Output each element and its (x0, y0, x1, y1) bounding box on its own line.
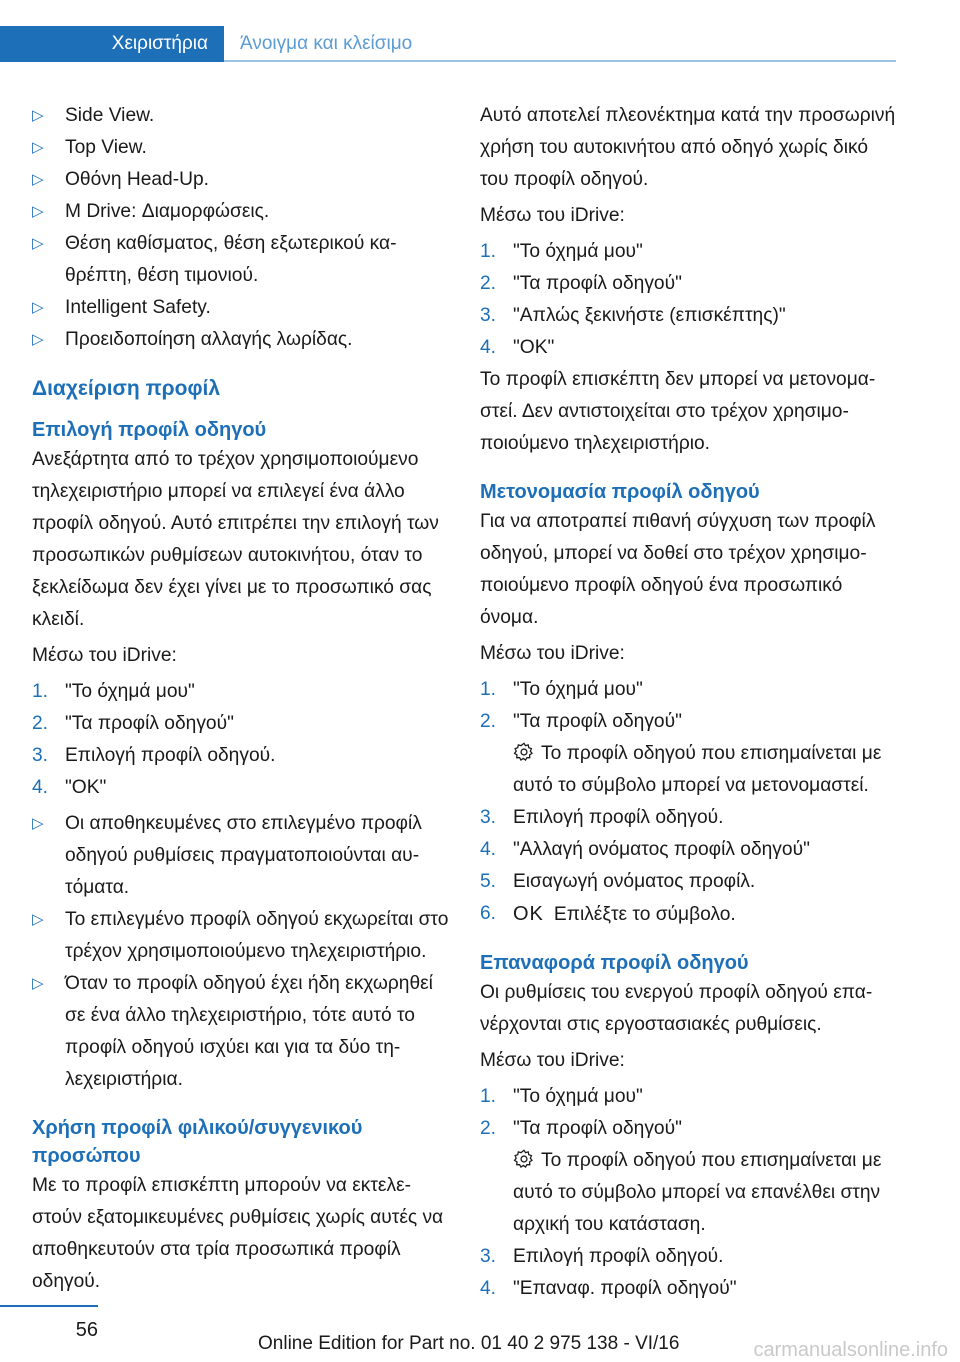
list-item (480, 1081, 896, 1113)
list-item (480, 706, 896, 738)
reset-symbol-note (480, 1145, 896, 1241)
step-text: Επιλογή προφίλ οδηγού. (513, 1246, 724, 1267)
edition-info: Online Edition for Part no. 01 40 2 975 138 - VI/16 (258, 1333, 680, 1354)
triangle-right-icon: ▷ (32, 975, 44, 992)
step-text: Επιλέξτε το σύμβολο. (553, 904, 736, 925)
bullet-list (32, 808, 450, 1096)
list-item (480, 898, 896, 931)
step-number: 2. (480, 711, 497, 732)
note-text: Το προφίλ οδηγού που επισημαίνεται με αυτό το σύμβολο μπορεί να μετονομαστεί. (513, 743, 882, 796)
triangle-right-icon: ▷ (32, 171, 44, 188)
triangle-right-icon: ▷ (32, 235, 44, 252)
step-text: "OK" (65, 777, 107, 798)
list-item (480, 834, 896, 866)
bullet-text: Θέση καθίσματος, θέση εξωτερικού καθρέπτη, θέση τιμονιού. (65, 233, 397, 286)
list-item (480, 802, 896, 834)
ok-symbol-icon: OK (513, 903, 544, 925)
left-column (32, 100, 450, 1298)
step-text: "Το όχημά μου" (513, 241, 643, 262)
list-item (32, 968, 450, 1096)
via-idrive-label: Μέσω του iDrive: (32, 645, 177, 666)
step-text: "Τα προφίλ οδηγού" (513, 711, 682, 732)
step-text: Επιλογή προφίλ οδηγού. (513, 807, 724, 828)
list-item (32, 708, 450, 740)
triangle-right-icon: ▷ (32, 815, 44, 832)
bullet-text: Οι αποθηκευμένες στο επιλεγμένο προφίλ οδηγού ρυθμίσεις πραγματοποιούνται αυτόματα. (65, 813, 422, 898)
step-text: "Το όχημά μου" (513, 1086, 643, 1107)
triangle-right-icon: ▷ (32, 331, 44, 348)
numbered-steps (32, 676, 450, 804)
bullet-text: Οθόνη Head-Up. (65, 169, 209, 190)
footer-rule (0, 1305, 98, 1307)
triangle-right-icon: ▷ (32, 299, 44, 316)
step-number: 4. (32, 777, 49, 798)
numbered-steps (480, 236, 896, 364)
heading-rename-profile: Μετονομασία προφίλ οδηγού (480, 481, 760, 503)
step-text: "Απλώς ξεκινήστε (επισκέπτης)" (513, 305, 786, 326)
list-item (32, 740, 450, 772)
list-item (32, 904, 450, 968)
triangle-right-icon: ▷ (32, 107, 44, 124)
header-chapter-tab: Άνοιγμα και κλείσιμο (240, 33, 413, 54)
guest-profile-note: Το προφίλ επισκέπτη δεν μπορεί να μετονομαστεί. Δεν αντιστοιχείται στο τρέχον χρησιμοποιούμενο τηλεχειριστήριο. (480, 369, 876, 454)
step-number: 1. (32, 681, 49, 702)
step-text: "Τα προφίλ οδηγού" (513, 1118, 682, 1139)
step-number: 4. (480, 1278, 497, 1299)
list-item (32, 164, 450, 196)
step-text: "Τα προφίλ οδηγού" (65, 713, 234, 734)
triangle-right-icon: ▷ (32, 139, 44, 156)
list-item (32, 808, 450, 904)
bullet-text: Top View. (65, 137, 147, 158)
step-text: "Το όχημά μου" (65, 681, 195, 702)
bullet-text: Το επιλεγμένο προφίλ οδηγού εκχωρείται στο τρέχον χρησιμοποιούμενο τηλεχειριστήριο. (65, 909, 449, 962)
numbered-steps (480, 802, 896, 898)
list-item (32, 228, 450, 292)
select-profile-paragraph: Ανεξάρτητα από το τρέχον χρησιμοποιούμενο τηλεχειριστήριο μπορεί να επιλεγεί ένα άλλο προφίλ οδηγού. Αυτό επιτρέπει την επιλογή των προσωπικών ρυθμίσεων αυτοκινήτου, όταν το ξεκλείδωμα δεν έχει γίνει με το προσωπικό σας κλειδί. (32, 449, 439, 630)
step-number: 3. (32, 745, 49, 766)
step-text: "Αλλαγή ονόματος προφίλ οδηγού" (513, 839, 810, 860)
bullet-text: Intelligent Safety. (65, 297, 211, 318)
triangle-right-icon: ▷ (32, 911, 44, 928)
list-item (32, 772, 450, 804)
via-idrive-label: Μέσω του iDrive: (480, 205, 625, 226)
list-item (32, 132, 450, 164)
list-item (480, 332, 896, 364)
note-text: Το προφίλ οδηγού που επισημαίνεται με αυτό το σύμβολο μπορεί να επανέλθει στην αρχική του κατάσταση. (513, 1150, 882, 1235)
numbered-steps (480, 674, 896, 738)
step-number: 1. (480, 1086, 497, 1107)
list-item (32, 324, 450, 356)
step-number: 2. (32, 713, 49, 734)
gear-icon (513, 741, 535, 763)
bullet-text: M Drive: Διαμορφώσεις. (65, 201, 270, 222)
list-item (32, 196, 450, 228)
list-item (480, 1241, 896, 1273)
step-text: "Το όχημά μου" (513, 679, 643, 700)
guest-profile-continuation: Αυτό αποτελεί πλεονέκτημα κατά την προσωρινή χρήση του αυτοκινήτου από οδηγό χωρίς δικό του προφίλ οδηγού. (480, 105, 896, 190)
rename-paragraph: Για να αποτραπεί πιθανή σύγχυση των προφίλ οδηγού, μπορεί να δοθεί στο τρέχον χρησιμοποιούμενο προφίλ οδηγού ένα προσωπικό όνομα. (480, 511, 876, 628)
heading-guest-profile: Χρήση προφίλ φιλικού/συγγενικού προσώπου (32, 1117, 363, 1167)
list-item (32, 292, 450, 324)
via-idrive-label: Μέσω του iDrive: (480, 643, 625, 664)
via-idrive-label: Μέσω του iDrive: (480, 1050, 625, 1071)
bullet-text: Side View. (65, 105, 155, 126)
bullet-text: Προειδοποίηση αλλαγής λωρίδας. (65, 329, 353, 350)
heading-reset-profile: Επαναφορά προφίλ οδηγού (480, 952, 749, 974)
reset-paragraph: Οι ρυθμίσεις του ενεργού προφίλ οδηγού επανέρχονται στις εργοστασιακές ρυθμίσεις. (480, 982, 873, 1035)
step-text: Επιλογή προφίλ οδηγού. (65, 745, 276, 766)
bullet-list (32, 100, 450, 356)
heading-select-profile: Επιλογή προφίλ οδηγού (32, 419, 267, 441)
heading-profile-management: Διαχείριση προφίλ (32, 377, 221, 400)
numbered-steps (480, 1241, 896, 1305)
list-item (480, 1273, 896, 1305)
step-number: 4. (480, 839, 497, 860)
step-text: "OK" (513, 337, 555, 358)
page-number: 56 (75, 1319, 98, 1341)
triangle-right-icon: ▷ (32, 203, 44, 220)
step-text: Εισαγωγή ονόματος προφίλ. (513, 871, 756, 892)
step-number: 2. (480, 273, 497, 294)
step-number: 6. (480, 903, 497, 924)
guest-profile-paragraph: Με το προφίλ επισκέπτη μπορούν να εκτελεστούν εξατομικευμένες ρυθμίσεις χωρίς αυτές να αποθηκευτούν στα τρία προσωπικά προφίλ οδηγού. (32, 1175, 444, 1292)
step-text: "Τα προφίλ οδηγού" (513, 273, 682, 294)
step-text: "Επαναφ. προφίλ οδηγού" (513, 1278, 737, 1299)
step-number: 3. (480, 305, 497, 326)
page-header (0, 26, 896, 62)
list-item (480, 674, 896, 706)
list-item (480, 236, 896, 268)
list-item (32, 676, 450, 708)
step-number: 5. (480, 871, 497, 892)
list-item (480, 300, 896, 332)
header-section-tab: Χειριστήρια (0, 26, 224, 62)
bullet-text: Όταν το προφίλ οδηγού έχει ήδη εκχωρηθεί σε ένα άλλο τηλεχειριστήριο, τότε αυτό το προφίλ οδηγού ισχύει και για τα δύο τηλεχειριστήρια. (65, 973, 433, 1090)
step-number: 2. (480, 1118, 497, 1139)
gear-icon (513, 1148, 535, 1170)
list-item (480, 1113, 896, 1145)
step-number: 3. (480, 1246, 497, 1267)
step-number: 3. (480, 807, 497, 828)
list-item (480, 268, 896, 300)
rename-symbol-note (480, 738, 896, 802)
list-item (480, 866, 896, 898)
step-number: 1. (480, 679, 497, 700)
list-item (32, 100, 450, 132)
right-column (480, 100, 896, 1305)
numbered-steps (480, 1081, 896, 1145)
step-number: 4. (480, 337, 497, 358)
step-number: 1. (480, 241, 497, 262)
watermark: carmanualsonline.info (753, 1339, 948, 1361)
header-rule (224, 60, 896, 62)
